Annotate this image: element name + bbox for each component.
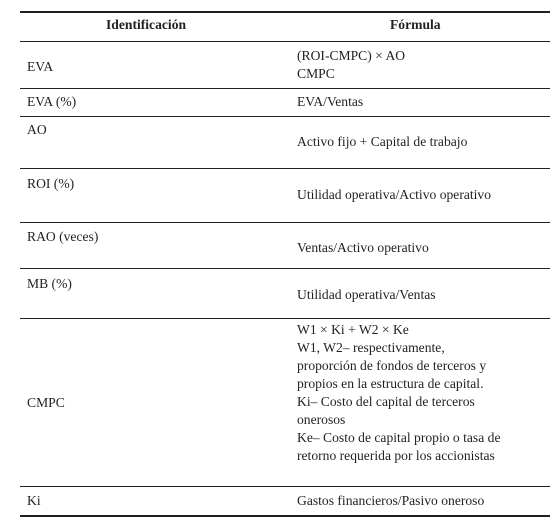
header-bottom-rule bbox=[20, 41, 550, 42]
row-formula-cmpc-line8: retorno requerida por los accionistas bbox=[297, 448, 495, 463]
row-formula-eva-line2: CMPC bbox=[297, 66, 335, 81]
row-id-eva: EVA bbox=[27, 59, 54, 74]
row-divider bbox=[20, 222, 550, 223]
row-id-eva-pct: EVA (%) bbox=[27, 94, 77, 109]
row-id-mb: MB (%) bbox=[27, 276, 72, 291]
row-formula-cmpc-line5: Ki– Costo del capital de terceros bbox=[297, 394, 475, 409]
row-formula-cmpc-line7: Ke– Costo de capital propio o tasa de bbox=[297, 430, 501, 445]
row-id-cmpc: CMPC bbox=[27, 395, 65, 410]
row-id-roi: ROI (%) bbox=[27, 176, 75, 191]
row-divider bbox=[20, 318, 550, 319]
row-formula-cmpc-line1: W1 × Ki + W2 × Ke bbox=[297, 322, 409, 337]
row-formula-rao: Ventas/Activo operativo bbox=[297, 240, 429, 255]
row-divider bbox=[20, 486, 550, 487]
row-id-ao: AO bbox=[27, 122, 47, 137]
row-divider bbox=[20, 116, 550, 117]
row-formula-eva-line1: (ROI-CMPC) × AO bbox=[297, 48, 406, 63]
row-formula-cmpc-line2: W1, W2– respectivamente, bbox=[297, 340, 445, 355]
row-formula-mb: Utilidad operativa/Ventas bbox=[297, 287, 436, 302]
header-formula: Fórmula bbox=[390, 17, 441, 32]
row-formula-eva-pct: EVA/Ventas bbox=[297, 94, 364, 109]
row-id-rao: RAO (veces) bbox=[27, 229, 99, 244]
row-formula-cmpc-line6: onerosos bbox=[297, 412, 346, 427]
row-divider bbox=[20, 88, 550, 89]
row-formula-cmpc-line4: propios en la estructura de capital. bbox=[297, 376, 484, 391]
row-divider bbox=[20, 268, 550, 269]
row-id-ki: Ki bbox=[27, 493, 41, 508]
header-identification: Identificación bbox=[106, 17, 187, 32]
row-divider bbox=[20, 168, 550, 169]
row-formula-roi: Utilidad operativa/Activo operativo bbox=[297, 187, 492, 202]
table-top-rule bbox=[20, 11, 550, 13]
row-formula-ao: Activo fijo + Capital de trabajo bbox=[297, 134, 468, 149]
table-bottom-rule bbox=[20, 515, 550, 517]
row-formula-ki: Gastos financieros/Pasivo oneroso bbox=[297, 493, 485, 508]
row-formula-cmpc-line3: proporción de fondos de terceros y bbox=[297, 358, 487, 373]
